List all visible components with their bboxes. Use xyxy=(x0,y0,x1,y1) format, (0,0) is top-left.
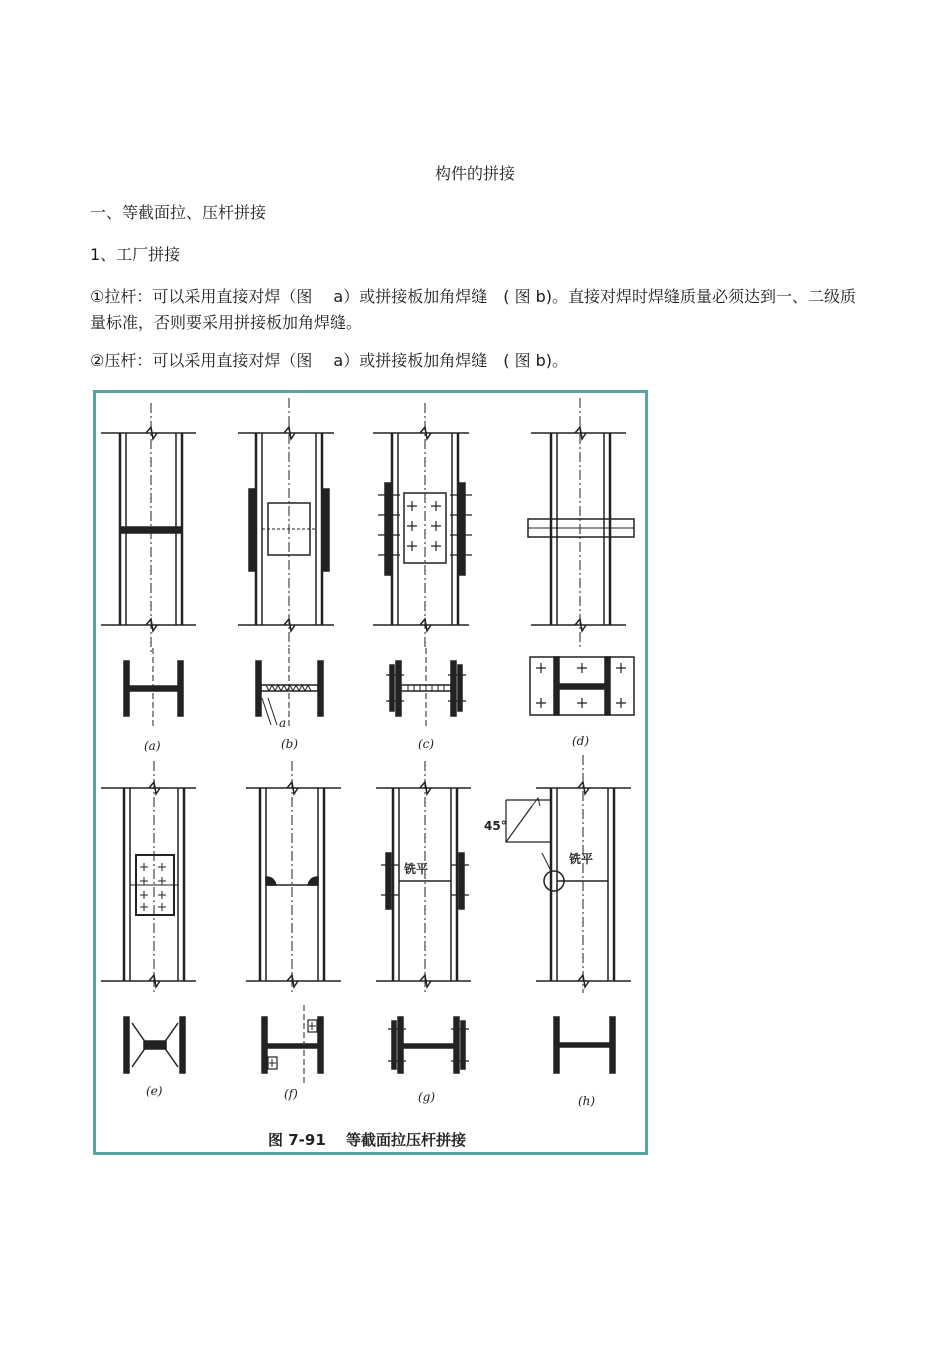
sub-label-h: (h) xyxy=(578,1094,596,1108)
sub-label-e: (e) xyxy=(146,1084,163,1098)
figure-frame xyxy=(93,390,648,1155)
mill-note-g: 铣平 xyxy=(404,862,429,876)
detail-g-elevation xyxy=(376,761,471,993)
sub-label-a: (a) xyxy=(144,739,161,753)
detail-g-section xyxy=(388,1017,469,1073)
detail-e-elevation xyxy=(101,761,196,993)
page-title: 构件的拼接 xyxy=(434,164,515,183)
sub-label-g: (g) xyxy=(418,1090,436,1104)
sub-label-d: (d) xyxy=(572,734,590,748)
detail-c-section xyxy=(386,648,466,728)
section-heading: 一、等截面拉、压杆拼接 xyxy=(90,203,267,222)
paragraph-tension-member: ①拉杆：可以采用直接对焊（图 a）或拼接板加角焊缝 ( 图 b)。直接对焊时焊缝质量必须达到一、二级质量标准，否则要采用拼接板加角焊缝。 xyxy=(90,287,857,332)
detail-c-elevation xyxy=(373,403,472,648)
detail-f-elevation xyxy=(246,761,341,993)
paragraph-compression-member: ②压杆：可以采用直接对焊（图 a）或拼接板加角焊缝 ( 图 b)。 xyxy=(90,351,569,370)
detail-f-section xyxy=(262,1005,323,1083)
detail-d-elevation xyxy=(528,398,634,648)
sub-label-b: (b) xyxy=(281,737,299,751)
subsection-heading: 1、工厂拼接 xyxy=(90,245,181,264)
mill-note-h: 铣平 xyxy=(569,852,594,866)
detail-a-section xyxy=(124,648,183,728)
figure-caption: 图 7-91 等截面拉压杆拼接 xyxy=(268,1131,466,1149)
detail-d-section xyxy=(530,657,634,715)
detail-b-section xyxy=(256,648,323,728)
detail-a-elevation xyxy=(101,403,196,653)
sub-label-f: (f) xyxy=(284,1087,298,1101)
sub-label-c: (c) xyxy=(418,737,435,751)
weld-size-mark: a xyxy=(279,716,287,730)
detail-e-section xyxy=(124,1017,185,1073)
detail-b-elevation xyxy=(238,398,334,648)
detail-h-section xyxy=(554,1017,615,1073)
bevel-angle-note: 45° xyxy=(484,819,507,833)
splice-figure xyxy=(96,393,645,1152)
detail-h-elevation xyxy=(506,755,631,993)
